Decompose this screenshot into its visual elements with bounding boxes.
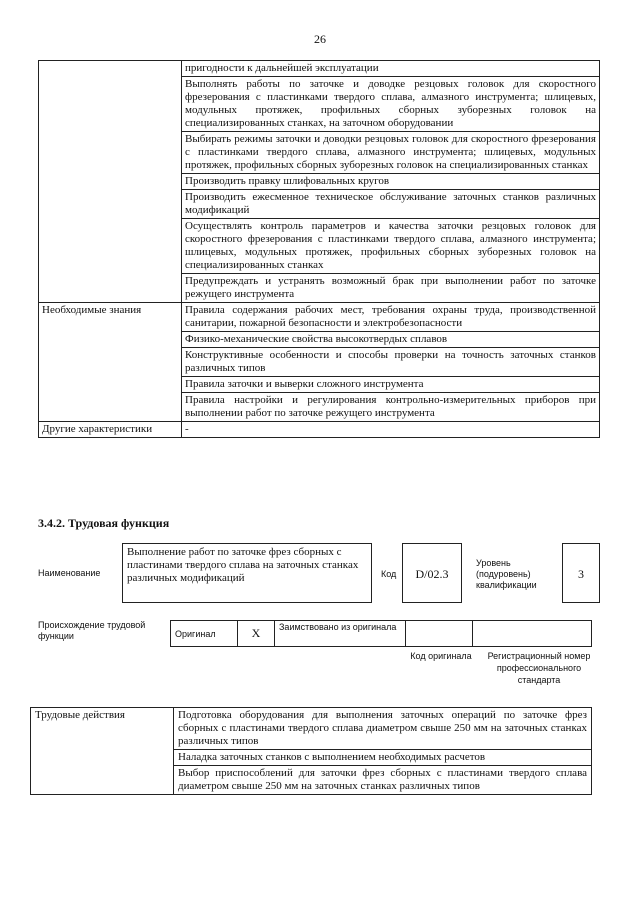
- level-value: 3: [562, 543, 600, 603]
- original-label: Оригинал: [171, 621, 238, 647]
- knowledge-cell: Правила заточки и выверки сложного инструмента: [182, 377, 600, 393]
- table-row: [39, 303, 600, 332]
- page-number: 26: [314, 32, 326, 46]
- name-label: Наименование: [38, 568, 101, 578]
- other-value: -: [182, 422, 600, 438]
- origin-label: Происхождение трудовой функции: [38, 620, 146, 641]
- skill-cell: пригодности к дальнейшей эксплуатации: [182, 61, 600, 77]
- skill-cell: Производить ежесменное техническое обслуживание заточных станков различных модификаций: [182, 190, 600, 219]
- level-label: Уровень (подуровень) квалификации: [476, 558, 537, 590]
- section-title: 3.4.2. Трудовая функция: [38, 516, 170, 530]
- skill-cell: Осуществлять контроль параметров и качества заточки резцовых головок для скоростного фрезерования с пластинками твердого сплава, алмазного инструмента; шлицевых, модульных протяжек, профильных сборных зуборезных головок на специализированных станках: [182, 219, 600, 274]
- borrowed-label: Заимствовано из оригинала: [275, 621, 406, 647]
- skill-cell: Предупреждать и устранять возможный брак при выполнении работ по заточке режущего инструмента: [182, 274, 600, 303]
- origin-code-label: Код оригинала: [410, 651, 472, 661]
- knowledge-cell: Правила содержания рабочих мест, требования охраны труда, производственной санитарии, пожарной безопасности и электробезопасности: [182, 303, 600, 332]
- action-cell: Подготовка оборудования для выполнения заточных операций по заточке фрез сборных с пластинами твердого сплава диаметром свыше 250 мм на заточных станках различных типов: [174, 708, 592, 750]
- origin-table: [170, 620, 592, 647]
- actions-label: Трудовые действия: [31, 708, 174, 795]
- knowledge-label: Необходимые знания: [39, 303, 182, 422]
- skills-table: [38, 60, 600, 438]
- origin-code-cell: [406, 621, 473, 647]
- reg-number-cell: [473, 621, 592, 647]
- original-mark: X: [238, 621, 275, 647]
- action-cell: Наладка заточных станков с выполнением необходимых расчетов: [174, 750, 592, 766]
- table-row: [39, 61, 600, 77]
- knowledge-cell: Физико-механические свойства высокотвердых сплавов: [182, 332, 600, 348]
- skills-label-cell: [39, 61, 182, 303]
- reg-number-label: Регистрационный номер профессионального стандарта: [487, 651, 591, 685]
- skill-cell: Выбирать режимы заточки и доводки резцовых головок для скоростного фрезерования с пластинками твердого сплава, алмазного инструмента; шлицевых, модульных протяжек, профильных сборных зуборезных головок на специализированных станках: [182, 132, 600, 174]
- code-label: Код: [381, 569, 397, 579]
- code-value: D/02.3: [402, 543, 462, 603]
- action-cell: Выбор приспособлений для заточки фрез сборных с пластинами твердого сплава диаметром свыше 250 мм на заточных станках различных типов: [174, 766, 592, 795]
- knowledge-cell: Правила настройки и регулирования контрольно-измерительных приборов при выполнении работ по заточке режущего инструмента: [182, 393, 600, 422]
- table-row: [39, 422, 600, 438]
- table-row: [31, 708, 592, 750]
- table-row: [171, 621, 592, 647]
- skill-cell: Производить правку шлифовальных кругов: [182, 174, 600, 190]
- other-label: Другие характеристики: [39, 422, 182, 438]
- knowledge-cell: Конструктивные особенности и способы проверки на точность заточных станков различных типов: [182, 348, 600, 377]
- skill-cell: Выполнять работы по заточке и доводке резцовых головок для скоростного фрезерования с пластинками твердого сплава, алмазного инструмента; шлицевых, модульных протяжек, профильных сборных зуборезных головок на специализированных станках, на заточном оборудовании: [182, 77, 600, 132]
- actions-table: [30, 707, 592, 795]
- name-value: Выполнение работ по заточке фрез сборных с пластинами твердого сплава на заточных станках различных модификаций: [122, 543, 372, 603]
